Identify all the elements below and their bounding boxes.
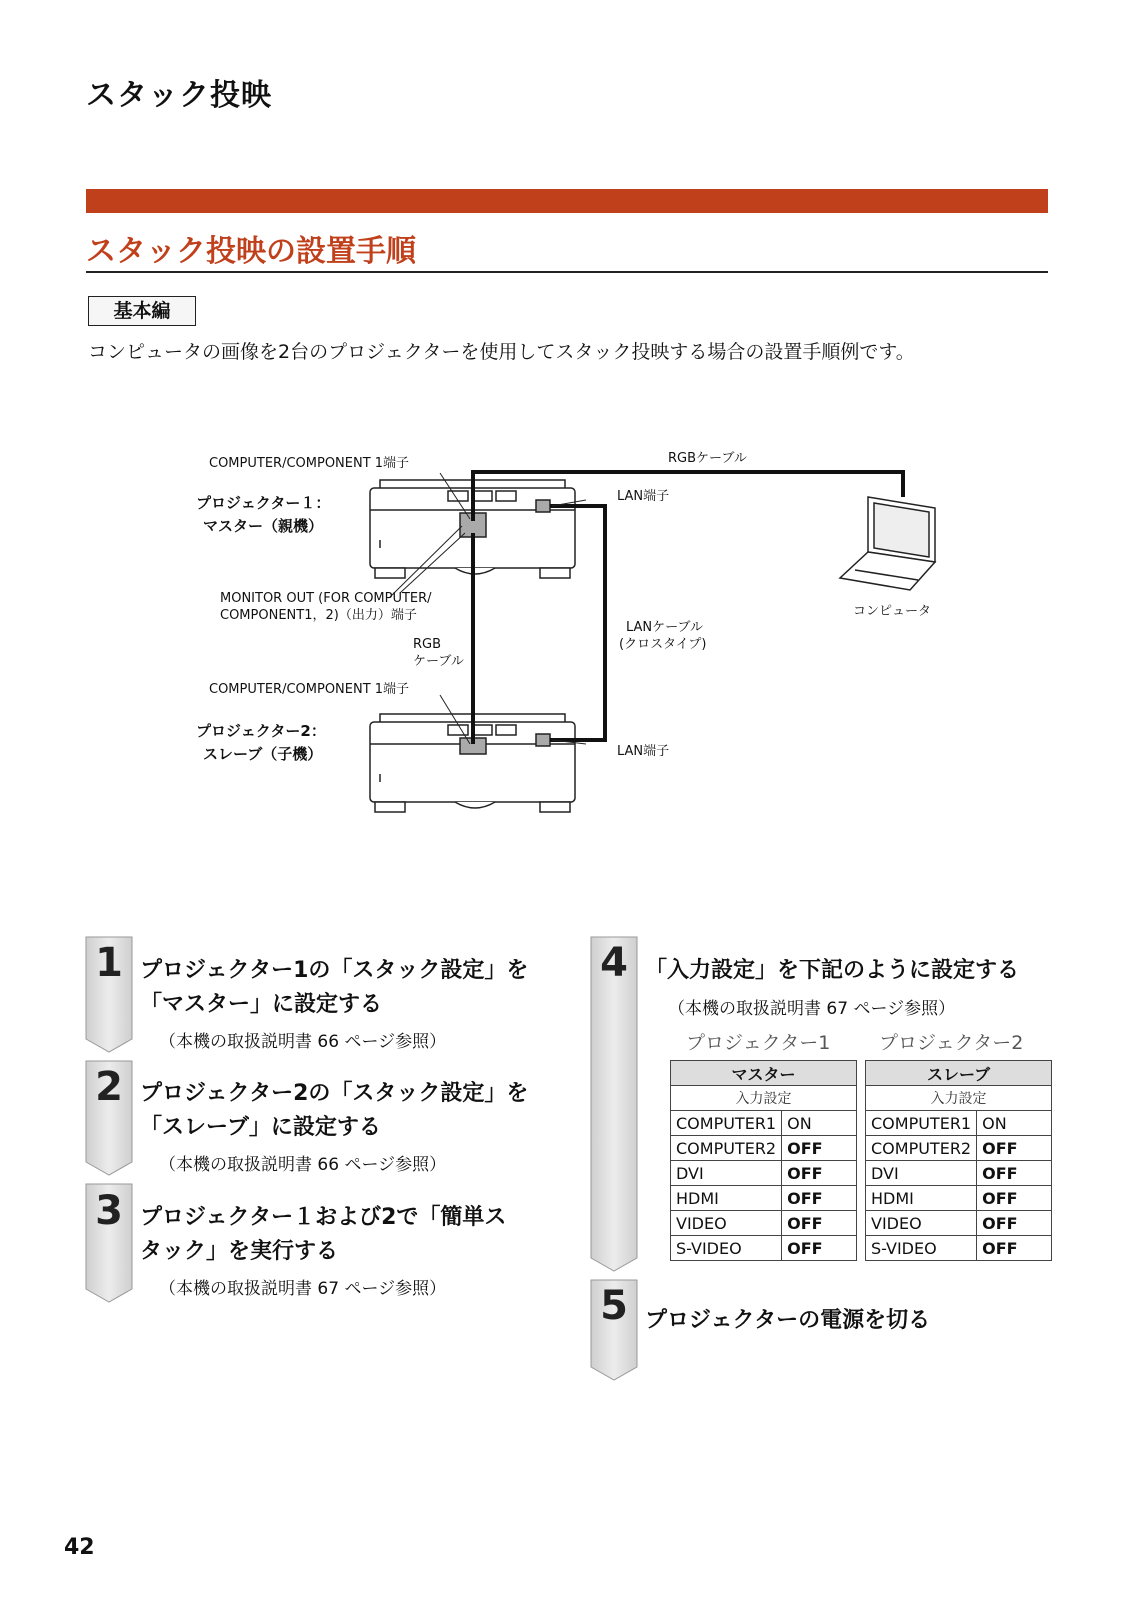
label-projector2-2: スレーブ（子機） xyxy=(203,745,323,763)
label-computer-component-2: COMPUTER/COMPONENT 1端子 xyxy=(209,682,410,697)
label-rgb-1: RGB xyxy=(413,637,442,652)
step-5-title: プロジェクターの電源を切る xyxy=(645,1308,931,1333)
master-table-subheader: 入力設定 xyxy=(671,1086,857,1111)
setting-key: DVI xyxy=(671,1161,782,1186)
table-row xyxy=(866,1136,1052,1161)
step-3-number: 3 xyxy=(95,1188,123,1234)
setting-value: OFF xyxy=(782,1236,857,1261)
setting-key: S-VIDEO xyxy=(671,1236,782,1261)
setting-value: OFF xyxy=(782,1161,857,1186)
step-2-title-2: 「スレーブ」に設定する xyxy=(140,1115,381,1140)
setting-key: COMPUTER1 xyxy=(671,1111,782,1136)
section-title: スタック投映の設置手順 xyxy=(86,234,416,269)
setting-key: HDMI xyxy=(866,1186,977,1211)
label-monitor-out-2: COMPONENT1，2)（出力）端子 xyxy=(220,608,417,623)
setting-value: ON xyxy=(782,1111,857,1136)
setting-value: ON xyxy=(977,1111,1052,1136)
slave-table-subheader: 入力設定 xyxy=(866,1086,1052,1111)
table-row xyxy=(671,1111,857,1136)
setting-key: S-VIDEO xyxy=(866,1236,977,1261)
label-computer: コンピュータ xyxy=(853,604,932,619)
step-2-ref: （本機の取扱説明書 66 ページ参照） xyxy=(159,1155,447,1175)
setting-value: OFF xyxy=(782,1136,857,1161)
table-row xyxy=(671,1211,857,1236)
label-computer-component-1: COMPUTER/COMPONENT 1端子 xyxy=(209,456,410,471)
setting-value: OFF xyxy=(782,1211,857,1236)
table-row xyxy=(671,1236,857,1261)
step-4-ref: （本機の取扱説明書 67 ページ参照） xyxy=(668,999,956,1019)
setting-key: DVI xyxy=(866,1161,977,1186)
label-lan-port-1: LAN端子 xyxy=(617,489,670,504)
master-table-title: マスター xyxy=(671,1061,857,1086)
label-projector1-1: プロジェクター１： xyxy=(196,494,331,512)
slave-settings-table xyxy=(865,1060,1052,1261)
table-row xyxy=(866,1236,1052,1261)
slave-table-title: スレーブ xyxy=(866,1061,1052,1086)
step-5-number: 5 xyxy=(600,1283,628,1329)
setting-value: OFF xyxy=(977,1236,1052,1261)
step-3-ref: （本機の取扱説明書 67 ページ参照） xyxy=(159,1279,447,1299)
setting-value: OFF xyxy=(782,1186,857,1211)
label-lan-cable-2: (クロスタイプ) xyxy=(619,637,707,652)
setting-key: COMPUTER2 xyxy=(866,1136,977,1161)
table-row xyxy=(671,1186,857,1211)
step-4-title: 「入力設定」を下記のように設定する xyxy=(645,958,1020,983)
table-row xyxy=(866,1186,1052,1211)
projector-1-column-head: プロジェクター1 xyxy=(686,1032,831,1054)
label-monitor-out-1: MONITOR OUT (FOR COMPUTER/ xyxy=(220,591,432,606)
label-projector1-2: マスター（親機） xyxy=(203,517,324,535)
page-number: 42 xyxy=(64,1535,95,1560)
step-2-number: 2 xyxy=(95,1064,123,1110)
label-lan-cable-1: LANケーブル xyxy=(626,620,703,635)
label-rgb-2: ケーブル xyxy=(413,654,464,669)
setting-value: OFF xyxy=(977,1211,1052,1236)
basic-tag: 基本編 xyxy=(88,296,196,326)
step-1-title-1: プロジェクター1の「スタック設定」を xyxy=(140,958,529,983)
master-settings-table xyxy=(670,1060,857,1261)
intro-text: コンピュータの画像を2台のプロジェクターを使用してスタック投映する場合の設置手順例です。 xyxy=(88,341,915,363)
table-row xyxy=(866,1211,1052,1236)
label-rgb-cable-top: RGBケーブル xyxy=(668,451,747,466)
step-1-number: 1 xyxy=(95,940,123,986)
label-lan-port-2: LAN端子 xyxy=(617,744,670,759)
step-2-title-1: プロジェクター2の「スタック設定」を xyxy=(140,1081,529,1106)
step-1-ref: （本機の取扱説明書 66 ページ参照） xyxy=(159,1032,447,1052)
page-title: スタック投映 xyxy=(86,78,272,113)
label-projector2-1: プロジェクター2： xyxy=(196,722,326,740)
setting-key: VIDEO xyxy=(866,1211,977,1236)
setting-key: VIDEO xyxy=(671,1211,782,1236)
table-row xyxy=(671,1136,857,1161)
setting-value: OFF xyxy=(977,1186,1052,1211)
setting-value: OFF xyxy=(977,1136,1052,1161)
setting-value: OFF xyxy=(977,1161,1052,1186)
setting-key: COMPUTER2 xyxy=(671,1136,782,1161)
step-1-title-2: 「マスター」に設定する xyxy=(140,992,383,1017)
table-row xyxy=(671,1161,857,1186)
step-4-number: 4 xyxy=(600,940,628,986)
setting-key: COMPUTER1 xyxy=(866,1111,977,1136)
projector-2-column-head: プロジェクター2 xyxy=(879,1032,1024,1054)
table-row xyxy=(866,1111,1052,1136)
step-3-title-2: タック」を実行する xyxy=(140,1239,339,1264)
table-row xyxy=(866,1161,1052,1186)
step-3-title-1: プロジェクター１および2で「簡単ス xyxy=(140,1205,507,1230)
setting-key: HDMI xyxy=(671,1186,782,1211)
